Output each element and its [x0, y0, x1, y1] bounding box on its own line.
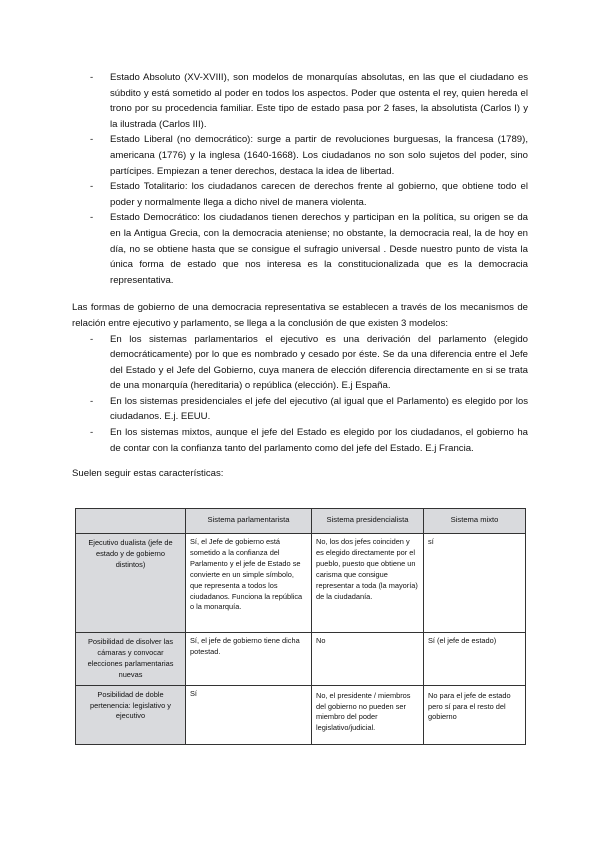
table-row [76, 633, 526, 686]
bullet-estado-democratico: - Estado Democrático: los ciudadanos tienen derechos y participan en la política, su origen se da en la Antigua Grecia, con la democracia ateniense; no obstante, la democracia real, la de hoy en día, no se obtiene hasta que se consigue el sufragio universal . Desde nuestro punto de vista la única forma de estado que nos interesa es la constitucionalizada que es la democracia representativa. [72, 210, 528, 288]
row-label-ejecutivo-dualista: Ejecutivo dualista (jefe de estado y de gobierno distintos) [76, 534, 186, 633]
table-intro: Suelen seguir estas características: [72, 468, 224, 480]
cell-mixto: sí [424, 534, 526, 633]
cell-mixto: Sí (el jefe de estado) [424, 633, 526, 686]
bullet-sistema-presidencial: - En los sistemas presidenciales el jefe del ejecutivo (al igual que el Parlamento) es elegido por los ciudadanos. E.j. EEUU. [72, 394, 528, 425]
cell-parlamentario: Sí [186, 685, 312, 744]
table-header-mixto: Sistema mixto [424, 509, 526, 534]
paragraph-formas-gobierno: Las formas de gobierno de una democracia representativa se establecen a través de los mecanismos de relación entre ejecutivo y parlamento, se llega a la conclusión de que existen 3 modelos: [72, 302, 528, 329]
bullet-estado-totalitario: - Estado Totalitario: los ciudadanos carecen de derechos frente al gobierno, que obtiene todo el poder y normalmente llega a dicho nivel de manera violenta. [72, 179, 528, 210]
row-label-doble-pertenencia: Posibilidad de doble pertenencia: legislativo y ejecutivo [76, 685, 186, 744]
table-header-presidencialista: Sistema presidencialista [312, 509, 424, 534]
table-row [76, 685, 526, 744]
estado-bullet-list [72, 70, 528, 288]
table-header-parlamentarista: Sistema parlamentarista [186, 509, 312, 534]
cell-presidencialista: No, los dos jefes coinciden y es elegido directamente por el pueblo, puesto que obtiene un carisma que consigue representar a toda (la mayoría) de la ciudadanía. [312, 534, 424, 633]
cell-presidencialista: No [312, 633, 424, 686]
bullet-estado-absoluto: - Estado Absoluto (XV-XVIII), son modelos de monarquías absolutas, en las que el ciudadano es súbdito y está sometido al poder en todos los aspectos. Poder que ostenta el rey, quien hereda el trono por su procedencia familiar. Este tipo de estado pasa por 2 fases, la absolutista (Carlos I) y la ilustrada (Carlos III). [72, 70, 528, 132]
table-header-row [76, 509, 526, 534]
bullet-estado-liberal: - Estado Liberal (no democrático): surge a partir de revoluciones burguesas, la francesa (1789), americana (1776) y la inglesa (1640-1668). Los ciudadanos no son solo sujetos del poder, sino partícipes. Empiezan a tener derechos, destaca la idea de libertad. [72, 132, 528, 179]
cell-presidencialista: No, el presidente / miembros del gobierno no pueden ser miembro del poder legislativo/judicial. [312, 685, 424, 744]
cell-parlamentario: Sí, el Jefe de gobierno está sometido a la confianza del Parlamento y el jefe de Estado se convierte en un simple símbolo, que representa a todos los ciudadanos. Funciona la república o la monarquía. [186, 534, 312, 633]
bullet-sistema-mixto: - En los sistemas mixtos, aunque el jefe del Estado es elegido por los ciudadanos, el gobierno ha de contar con la confianza tanto del parlamento como del jefe del Estado. E.j Francia. [72, 425, 528, 456]
bullet-sistema-parlamentario: - En los sistemas parlamentarios el ejecutivo es una derivación del parlamento (elegido democráticamente) por lo que es nombrado y cesado por éste. Se da una diferencia entre el Jefe del Estado y el Jefe del Gobierno, cuya manera de elección diferencia directamente en si se trata de una monarquía (hereditaria) o república (elección). E.j España. [72, 332, 528, 394]
table-row [76, 534, 526, 633]
modelos-bullet-list [72, 332, 528, 457]
cell-mixto: No para el jefe de estado pero sí para el resto del gobierno [424, 685, 526, 744]
comparison-table [75, 508, 526, 745]
document-body [72, 70, 528, 482]
cell-parlamentario: Sí, el jefe de gobierno tiene dicha potestad. [186, 633, 312, 686]
row-label-disolver-camaras: Posibilidad de disolver las cámaras y convocar elecciones parlamentarias nuevas [76, 633, 186, 686]
table-header-empty [76, 509, 186, 534]
